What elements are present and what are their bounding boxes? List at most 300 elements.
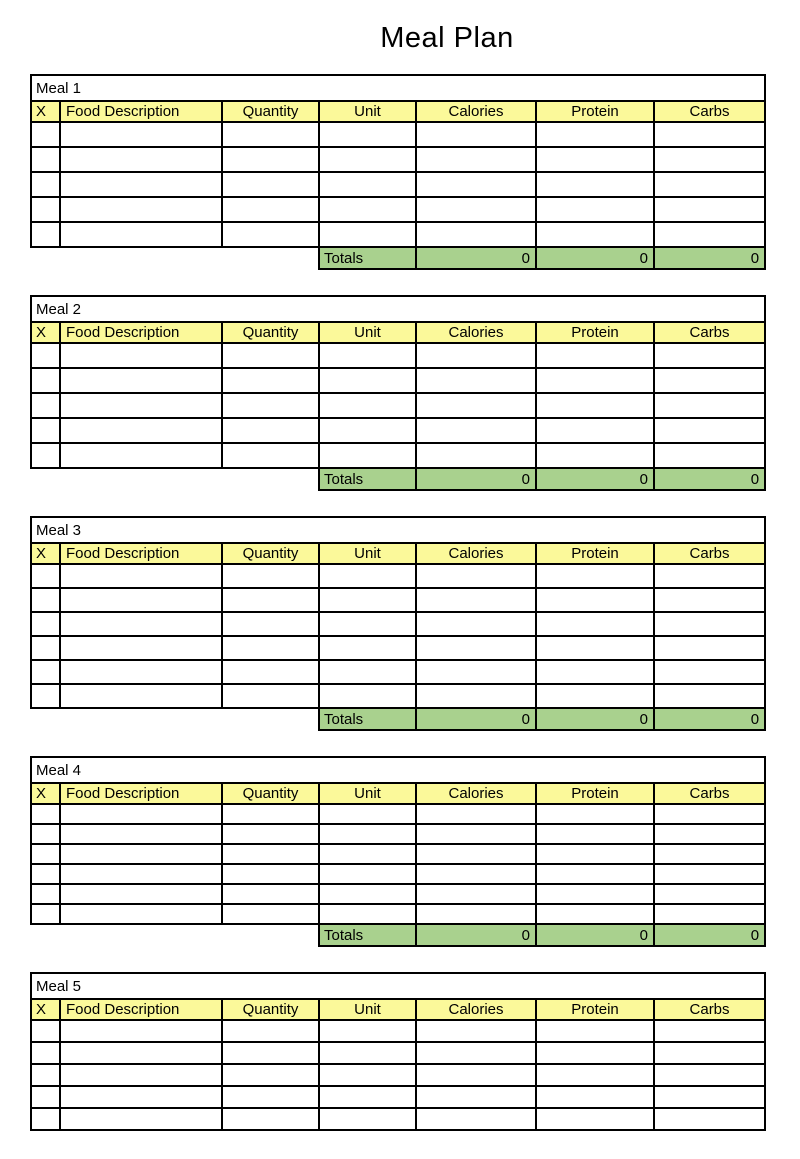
empty-cell (319, 636, 416, 660)
column-header-carbs: Carbs (654, 322, 765, 343)
empty-cell (60, 864, 222, 884)
totals-spacer (222, 924, 319, 946)
totals-spacer (222, 708, 319, 730)
empty-cell (536, 904, 654, 924)
empty-cell (416, 343, 536, 368)
empty-cell (654, 636, 765, 660)
totals-spacer (31, 708, 60, 730)
empty-cell (60, 147, 222, 172)
empty-cell (319, 564, 416, 588)
empty-cell (31, 393, 60, 418)
empty-cell (654, 1064, 765, 1086)
empty-cell (31, 147, 60, 172)
empty-cell (222, 147, 319, 172)
totals-row (31, 924, 765, 946)
column-header-calories: Calories (416, 101, 536, 122)
empty-cell (60, 824, 222, 844)
column-header-unit: Unit (319, 543, 416, 564)
empty-data-row (31, 612, 765, 636)
empty-cell (31, 368, 60, 393)
empty-cell (319, 1064, 416, 1086)
empty-data-row (31, 222, 765, 247)
empty-cell (60, 222, 222, 247)
empty-cell (319, 804, 416, 824)
totals-spacer (60, 468, 222, 490)
empty-cell (222, 684, 319, 708)
empty-cell (654, 343, 765, 368)
empty-data-row (31, 1020, 765, 1042)
empty-cell (536, 222, 654, 247)
totals-calories-value: 0 (416, 924, 536, 946)
empty-data-row (31, 904, 765, 924)
empty-cell (60, 1064, 222, 1086)
empty-data-row (31, 1108, 765, 1130)
empty-cell (222, 222, 319, 247)
empty-cell (654, 588, 765, 612)
empty-cell (319, 884, 416, 904)
empty-cell (536, 588, 654, 612)
empty-cell (60, 612, 222, 636)
empty-cell (31, 612, 60, 636)
empty-cell (654, 172, 765, 197)
empty-cell (319, 660, 416, 684)
empty-cell (416, 904, 536, 924)
empty-cell (222, 1042, 319, 1064)
empty-cell (60, 1086, 222, 1108)
totals-spacer (31, 468, 60, 490)
empty-cell (60, 660, 222, 684)
empty-cell (31, 1020, 60, 1042)
empty-cell (416, 564, 536, 588)
empty-cell (536, 1108, 654, 1130)
empty-data-row (31, 804, 765, 824)
totals-calories-value: 0 (416, 468, 536, 490)
meal-3-table (30, 516, 766, 731)
column-header-protein: Protein (536, 101, 654, 122)
meal-title: Meal 5 (31, 973, 765, 999)
empty-cell (31, 660, 60, 684)
empty-cell (319, 684, 416, 708)
empty-cell (31, 588, 60, 612)
empty-cell (536, 443, 654, 468)
empty-data-row (31, 864, 765, 884)
empty-cell (654, 824, 765, 844)
column-header-food-description: Food Description (60, 543, 222, 564)
empty-cell (654, 1108, 765, 1130)
empty-data-row (31, 588, 765, 612)
empty-cell (60, 197, 222, 222)
empty-cell (536, 824, 654, 844)
empty-cell (319, 864, 416, 884)
empty-cell (60, 636, 222, 660)
column-header-carbs: Carbs (654, 543, 765, 564)
empty-cell (31, 197, 60, 222)
empty-cell (31, 1086, 60, 1108)
empty-cell (654, 904, 765, 924)
column-header-calories: Calories (416, 783, 536, 804)
empty-cell (31, 418, 60, 443)
totals-spacer (60, 924, 222, 946)
column-header-calories: Calories (416, 999, 536, 1020)
empty-cell (60, 1020, 222, 1042)
empty-cell (536, 684, 654, 708)
column-header-protein: Protein (536, 322, 654, 343)
empty-cell (222, 884, 319, 904)
column-header-protein: Protein (536, 999, 654, 1020)
empty-data-row (31, 393, 765, 418)
empty-cell (416, 612, 536, 636)
empty-data-row (31, 172, 765, 197)
column-header-carbs: Carbs (654, 999, 765, 1020)
empty-cell (222, 660, 319, 684)
empty-cell (319, 1020, 416, 1042)
empty-cell (536, 804, 654, 824)
totals-carbs-value: 0 (654, 708, 765, 730)
empty-cell (31, 1042, 60, 1064)
empty-cell (31, 824, 60, 844)
page-header (47, 20, 800, 56)
empty-cell (60, 418, 222, 443)
totals-spacer (222, 247, 319, 269)
header-row (31, 999, 765, 1020)
empty-data-row (31, 418, 765, 443)
empty-cell (416, 1064, 536, 1086)
column-header-unit: Unit (319, 101, 416, 122)
empty-cell (654, 660, 765, 684)
empty-cell (319, 443, 416, 468)
column-header-calories: Calories (416, 322, 536, 343)
empty-cell (654, 393, 765, 418)
meal-title: Meal 1 (31, 75, 765, 101)
totals-protein-value: 0 (536, 924, 654, 946)
meal-1-table (30, 74, 766, 270)
empty-cell (222, 1108, 319, 1130)
empty-cell (536, 660, 654, 684)
empty-cell (416, 222, 536, 247)
meal-title-row (31, 757, 765, 783)
totals-label: Totals (319, 247, 416, 269)
empty-cell (654, 1086, 765, 1108)
empty-cell (222, 804, 319, 824)
column-header-x: X (31, 101, 60, 122)
empty-cell (222, 904, 319, 924)
empty-cell (319, 122, 416, 147)
empty-cell (416, 443, 536, 468)
empty-cell (536, 418, 654, 443)
meal-2-table (30, 295, 766, 491)
empty-cell (31, 343, 60, 368)
totals-label: Totals (319, 708, 416, 730)
empty-cell (536, 172, 654, 197)
empty-cell (536, 844, 654, 864)
empty-cell (536, 636, 654, 660)
empty-cell (222, 343, 319, 368)
totals-label: Totals (319, 468, 416, 490)
empty-cell (416, 393, 536, 418)
empty-cell (319, 197, 416, 222)
empty-cell (60, 443, 222, 468)
column-header-food-description: Food Description (60, 999, 222, 1020)
empty-cell (319, 172, 416, 197)
empty-cell (222, 122, 319, 147)
totals-spacer (222, 468, 319, 490)
meal-tables (0, 74, 800, 1131)
empty-cell (31, 884, 60, 904)
empty-cell (536, 1086, 654, 1108)
header-row (31, 101, 765, 122)
meal-5-table (30, 972, 766, 1131)
empty-cell (416, 122, 536, 147)
meal-title: Meal 2 (31, 296, 765, 322)
empty-data-row (31, 122, 765, 147)
empty-cell (319, 588, 416, 612)
empty-cell (416, 147, 536, 172)
empty-cell (60, 684, 222, 708)
empty-cell (416, 844, 536, 864)
empty-cell (416, 368, 536, 393)
empty-cell (319, 824, 416, 844)
empty-data-row (31, 844, 765, 864)
empty-cell (416, 588, 536, 612)
meal-title-row (31, 517, 765, 543)
empty-cell (654, 564, 765, 588)
empty-cell (536, 368, 654, 393)
empty-data-row (31, 884, 765, 904)
empty-cell (60, 1108, 222, 1130)
empty-cell (536, 122, 654, 147)
meal-title-row (31, 296, 765, 322)
empty-cell (31, 222, 60, 247)
empty-cell (319, 1108, 416, 1130)
empty-data-row (31, 684, 765, 708)
column-header-food-description: Food Description (60, 783, 222, 804)
empty-cell (416, 636, 536, 660)
empty-cell (31, 1064, 60, 1086)
empty-cell (654, 612, 765, 636)
empty-cell (222, 1020, 319, 1042)
empty-cell (31, 844, 60, 864)
empty-data-row (31, 368, 765, 393)
empty-cell (416, 804, 536, 824)
empty-cell (60, 564, 222, 588)
header-row (31, 322, 765, 343)
empty-cell (536, 343, 654, 368)
empty-cell (654, 368, 765, 393)
empty-cell (222, 393, 319, 418)
empty-cell (31, 636, 60, 660)
empty-cell (416, 418, 536, 443)
empty-cell (536, 1064, 654, 1086)
empty-cell (222, 1086, 319, 1108)
totals-protein-value: 0 (536, 468, 654, 490)
column-header-x: X (31, 999, 60, 1020)
column-header-x: X (31, 543, 60, 564)
totals-label: Totals (319, 924, 416, 946)
empty-cell (416, 864, 536, 884)
meal-title: Meal 3 (31, 517, 765, 543)
empty-cell (654, 844, 765, 864)
empty-data-row (31, 1042, 765, 1064)
meal-4-table (30, 756, 766, 947)
empty-cell (416, 884, 536, 904)
empty-cell (654, 1042, 765, 1064)
empty-cell (416, 197, 536, 222)
header-row (31, 543, 765, 564)
column-header-quantity: Quantity (222, 543, 319, 564)
empty-cell (60, 844, 222, 864)
empty-cell (416, 172, 536, 197)
column-header-carbs: Carbs (654, 101, 765, 122)
empty-cell (60, 343, 222, 368)
empty-cell (654, 884, 765, 904)
empty-cell (60, 368, 222, 393)
empty-cell (654, 1020, 765, 1042)
empty-cell (416, 1020, 536, 1042)
totals-protein-value: 0 (536, 708, 654, 730)
column-header-unit: Unit (319, 783, 416, 804)
empty-cell (416, 684, 536, 708)
column-header-food-description: Food Description (60, 101, 222, 122)
empty-data-row (31, 1064, 765, 1086)
empty-cell (222, 824, 319, 844)
empty-cell (416, 1042, 536, 1064)
totals-row (31, 468, 765, 490)
empty-cell (654, 418, 765, 443)
empty-cell (536, 612, 654, 636)
empty-cell (654, 443, 765, 468)
empty-cell (60, 393, 222, 418)
totals-spacer (60, 708, 222, 730)
empty-cell (654, 864, 765, 884)
empty-cell (60, 122, 222, 147)
empty-cell (222, 1064, 319, 1086)
totals-carbs-value: 0 (654, 247, 765, 269)
empty-data-row (31, 197, 765, 222)
empty-cell (60, 1042, 222, 1064)
totals-calories-value: 0 (416, 708, 536, 730)
empty-cell (31, 564, 60, 588)
empty-cell (31, 684, 60, 708)
empty-data-row (31, 343, 765, 368)
totals-row (31, 247, 765, 269)
empty-data-row (31, 147, 765, 172)
totals-carbs-value: 0 (654, 468, 765, 490)
empty-data-row (31, 564, 765, 588)
empty-cell (222, 612, 319, 636)
empty-cell (319, 844, 416, 864)
empty-cell (60, 588, 222, 612)
empty-data-row (31, 1086, 765, 1108)
column-header-food-description: Food Description (60, 322, 222, 343)
empty-cell (319, 393, 416, 418)
column-header-quantity: Quantity (222, 999, 319, 1020)
empty-cell (60, 804, 222, 824)
empty-cell (536, 197, 654, 222)
empty-cell (222, 844, 319, 864)
totals-spacer (31, 924, 60, 946)
totals-spacer (31, 247, 60, 269)
empty-data-row (31, 636, 765, 660)
empty-cell (222, 418, 319, 443)
empty-cell (416, 1108, 536, 1130)
empty-data-row (31, 660, 765, 684)
empty-cell (31, 443, 60, 468)
empty-cell (536, 1042, 654, 1064)
empty-cell (416, 1086, 536, 1108)
empty-cell (319, 222, 416, 247)
empty-cell (31, 1108, 60, 1130)
totals-carbs-value: 0 (654, 924, 765, 946)
meal-title: Meal 4 (31, 757, 765, 783)
empty-cell (319, 418, 416, 443)
empty-cell (31, 904, 60, 924)
totals-protein-value: 0 (536, 247, 654, 269)
page-title: Meal Plan (380, 22, 514, 54)
empty-cell (536, 864, 654, 884)
empty-cell (654, 684, 765, 708)
totals-spacer (60, 247, 222, 269)
empty-cell (222, 636, 319, 660)
empty-cell (222, 564, 319, 588)
empty-cell (319, 904, 416, 924)
empty-cell (416, 660, 536, 684)
column-header-unit: Unit (319, 322, 416, 343)
empty-cell (654, 147, 765, 172)
empty-data-row (31, 443, 765, 468)
totals-row (31, 708, 765, 730)
empty-cell (654, 804, 765, 824)
column-header-carbs: Carbs (654, 783, 765, 804)
empty-data-row (31, 824, 765, 844)
empty-cell (60, 904, 222, 924)
column-header-quantity: Quantity (222, 322, 319, 343)
column-header-protein: Protein (536, 783, 654, 804)
empty-cell (536, 147, 654, 172)
meal-title-row (31, 75, 765, 101)
column-header-unit: Unit (319, 999, 416, 1020)
empty-cell (222, 443, 319, 468)
empty-cell (654, 122, 765, 147)
empty-cell (31, 172, 60, 197)
empty-cell (319, 612, 416, 636)
column-header-x: X (31, 322, 60, 343)
empty-cell (319, 1042, 416, 1064)
empty-cell (222, 368, 319, 393)
header-row (31, 783, 765, 804)
empty-cell (31, 864, 60, 884)
empty-cell (319, 368, 416, 393)
empty-cell (536, 393, 654, 418)
empty-cell (60, 884, 222, 904)
empty-cell (222, 588, 319, 612)
empty-cell (319, 343, 416, 368)
empty-cell (536, 1020, 654, 1042)
column-header-quantity: Quantity (222, 783, 319, 804)
empty-cell (536, 884, 654, 904)
column-header-quantity: Quantity (222, 101, 319, 122)
empty-cell (319, 1086, 416, 1108)
empty-cell (416, 824, 536, 844)
totals-calories-value: 0 (416, 247, 536, 269)
column-header-protein: Protein (536, 543, 654, 564)
empty-cell (222, 172, 319, 197)
column-header-x: X (31, 783, 60, 804)
empty-cell (31, 804, 60, 824)
empty-cell (654, 197, 765, 222)
empty-cell (536, 564, 654, 588)
empty-cell (654, 222, 765, 247)
empty-cell (222, 864, 319, 884)
